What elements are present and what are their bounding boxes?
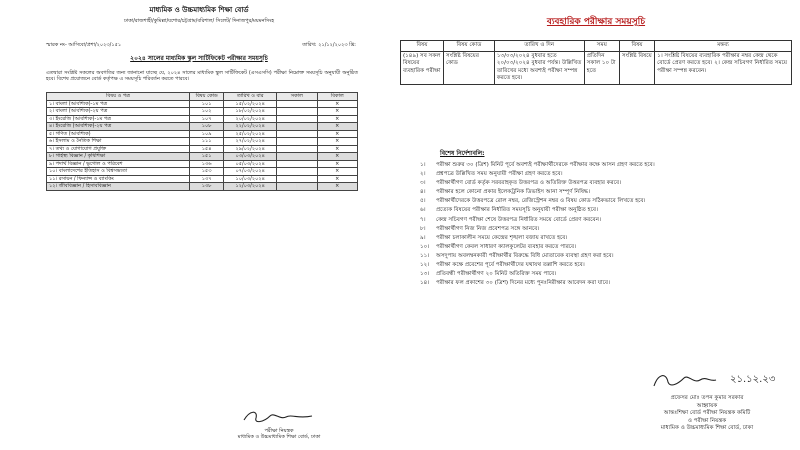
afternoon-cell: ×: [317, 130, 357, 138]
date-cell: ২০/০২/২০২৪: [224, 115, 277, 123]
col-code: বিষয় কোড: [444, 41, 495, 52]
note-item: [420, 262, 780, 270]
signer-title-2: আন্তঃশিক্ষা বোর্ড পরীক্ষা নিয়ন্ত্রক কমিটি: [663, 410, 751, 417]
note-number: ৭।: [420, 216, 426, 223]
code-cell: ১০২: [190, 108, 224, 116]
practical-subject2: সংশ্লিষ্ট বিষয়ে: [619, 51, 654, 84]
note-number: ৯।: [420, 234, 426, 241]
note-text: পরীক্ষা কক্ষে প্রবেশের পূর্বে পরীক্ষার্থীদের যথাযথ তল্লাশি করতে হবে।: [436, 262, 585, 269]
subject-cell: ৮। গার্হস্থ্য বিজ্ঞান / কৃষিশিক্ষা: [47, 153, 190, 161]
practical-code: সংশ্লিষ্ট বিষয়ের কোড: [444, 51, 495, 84]
afternoon-cell: ×: [317, 138, 357, 146]
col-afternoon: বিকাল: [317, 93, 357, 101]
code-cell: ১৩৬: [190, 160, 224, 168]
note-number: ১৩।: [420, 271, 430, 278]
notes-list: [420, 162, 780, 289]
morning-cell: [277, 123, 317, 131]
note-text: প্রশ্নপত্রে উল্লিখিত সময় অনুযায়ী পরীক্ষা গ্রহণ করতে হবে।: [436, 171, 563, 178]
note-number: ৩।: [420, 180, 426, 187]
table-row: [47, 138, 358, 146]
signer-title-3: ও পরীক্ষা নিয়ন্ত্রক: [687, 417, 727, 424]
note-number: ৪।: [420, 189, 426, 196]
signature-left-title: [204, 428, 354, 440]
signer-name: প্রফেসর মোঃ তপন কুমার সরকার: [670, 395, 744, 401]
practical-table: [400, 40, 792, 85]
note-text: প্রত্যেক বিষয়ের পরীক্ষার নির্ধারিত সময়সূচি অনুযায়ী পরীক্ষা অনুষ্ঠিত হবে।: [436, 207, 598, 214]
subject-cell: ৪। ইংরেজি (আবশ্যিক)-২য় পত্র: [47, 123, 190, 131]
note-text: পরীক্ষার ফল প্রকাশের ৩০ (ত্রিশ) দিনের মধ্যে পুনঃনিরীক্ষার আবেদন করা যাবে।: [436, 280, 611, 287]
col-date: তারিখ ও বার: [224, 93, 277, 101]
note-number: ৫।: [420, 198, 426, 205]
note-item: [420, 162, 780, 170]
note-item: [420, 244, 780, 252]
morning-cell: [277, 108, 317, 116]
date-cell: ২৫/০২/২০২৪: [224, 130, 277, 138]
subject-cell: ১২। জীববিজ্ঞান / হিসাববিজ্ঞান: [47, 183, 190, 191]
afternoon-cell: ×: [317, 145, 357, 153]
note-number: ১।: [420, 162, 426, 168]
morning-cell: [277, 183, 317, 191]
signer-org: মাধ্যমিক ও উচ্চমাধ্যমিক শিক্ষা বোর্ড, ঢাকা: [660, 425, 754, 432]
signature-left-role: পরীক্ষা নিয়ন্ত্রক: [264, 428, 294, 434]
note-text: পরীক্ষার্থীগণ নিজ নিজ প্রবেশপত্র সঙ্গে আনবে।: [436, 225, 540, 232]
table-row: [47, 100, 358, 108]
col-subject: বিষয়: [401, 41, 444, 52]
code-cell: ১৩৮: [190, 183, 224, 191]
morning-cell: [277, 138, 317, 146]
note-number: ১২।: [420, 262, 430, 269]
morning-cell: [277, 115, 317, 123]
note-number: ১০।: [420, 243, 430, 250]
afternoon-cell: ×: [317, 153, 357, 161]
subject-cell: ৯। পদার্থ বিজ্ঞান / ভূগোল ও পরিবেশ: [47, 160, 190, 168]
ssc-schedule-page: [8, 0, 390, 450]
note-number: ২।: [420, 171, 426, 178]
note-item: [420, 226, 780, 234]
date-cell: ২৯/০২/২০২৪: [224, 145, 277, 153]
code-cell: ১৫৪: [190, 145, 224, 153]
morning-cell: [277, 100, 317, 108]
note-number: ১৪।: [420, 280, 430, 287]
table-row: [47, 130, 358, 138]
col-subject: বিষয় ও পত্র: [47, 93, 190, 101]
practical-time: প্রতিদিন সকাল ১০ টা হতে: [584, 51, 619, 84]
practical-row: [401, 51, 792, 84]
signer-title-1: আহ্বায়ক: [696, 402, 718, 409]
table-header-row: [47, 93, 358, 101]
subject-cell: ৩। ইংরেজি (আবশ্যিক)-১ম পত্র: [47, 115, 190, 123]
practical-header-row: [401, 41, 792, 52]
note-text: পরীক্ষার্থীদেরকে উত্তরপত্রে রোল নম্বর, রেজিস্ট্রেশন নম্বর ও বিষয় কোড সঠিকভাবে লিখতে হবে।: [436, 198, 646, 205]
note-text: প্রতিবন্ধী পরীক্ষার্থীগণ ২০ মিনিট অতিরিক্ত সময় পাবে।: [436, 271, 557, 278]
date-cell: ১০/০৩/২০২৪: [224, 175, 277, 183]
board-title: মাধ্যমিক ও উচ্চমাধ্যমিক শিক্ষা বোর্ড: [149, 6, 249, 14]
code-cell: ১৩৭: [190, 175, 224, 183]
intro-text: এতদ্বারা সংশ্লিষ্ট সকলের অবগতির জন্য জানানো যাচ্ছে যে, ২০২৪ সালের মাধ্যমিক স্কুল সার্টিফিকেট (এসএসসি) পরীক্ষা নিম্নোক্ত সময়সূচি অনুযায়ী অনুষ্ঠিত হবে। বিশেষ প্রয়োজনে বোর্ড কর্তৃপক্ষ এ সময়সূচি পরিবর্তন করতে পারবে।: [46, 70, 358, 82]
date-cell: ১২/০৩/২০২৪: [224, 183, 277, 191]
subject-cell: ১১। রসায়ন / ফিন্যান্স ও ব্যাংকিং: [47, 175, 190, 183]
subject-cell: ১০। বাংলাদেশের ইতিহাস ও বিশ্বসভ্যতা: [47, 168, 190, 176]
table-row: [47, 183, 358, 191]
code-cell: ১০৯: [190, 130, 224, 138]
table-row: [47, 145, 358, 153]
date-cell: ০৩/০৩/২০২৪: [224, 153, 277, 161]
note-text: পরীক্ষার হলে কোনো প্রকার ইলেকট্রনিক ডিভাইস আনা সম্পূর্ণ নিষিদ্ধ।: [436, 189, 591, 196]
afternoon-cell: ×: [317, 160, 357, 168]
signature-left-org: মাধ্যমিক ও উচ্চমাধ্যমিক শিক্ষা বোর্ড, ঢাকা: [237, 434, 321, 440]
memo-number: স্মারক নং- আসিবো/প্রশা/২০২৩/১৫১: [46, 42, 122, 48]
page-heading: ২০২৪ সালের মাধ্যমিক স্কুল সার্টিফিকেট পরীক্ষার সময়সূচি: [130, 55, 268, 62]
board-list: ঢাকা/রাজশাহী/কুমিল্লা/যশোর/চট্টগ্রাম/বরিশাল/ সিলেট/ দিনাজপুর/ময়মনসিংহ: [124, 18, 274, 24]
table-row: [47, 153, 358, 161]
code-cell: ১০৭: [190, 115, 224, 123]
memo-row: [46, 42, 356, 48]
date-cell: ২৭/০২/২০২৪: [224, 138, 277, 146]
date-cell: ২২/০২/২০২৪: [224, 123, 277, 131]
notes-heading: বিশেষ নির্দেশাবলি:: [440, 150, 485, 157]
note-number: ৬।: [420, 207, 426, 214]
date-cell: ০৫/০৩/২০২৪: [224, 160, 277, 168]
note-text: পরীক্ষার্থীগণ কেবল সাধারণ ক্যালকুলেটর ব্যবহার করতে পারবে।: [436, 243, 577, 250]
afternoon-cell: ×: [317, 183, 357, 191]
note-item: [420, 198, 780, 206]
practical-remark: ১। সংশ্লিষ্ট বিষয়ের ব্যবহারিক পরীক্ষার নম্বর কেন্দ্র থেকে বোর্ডে প্রেরণ করতে হবে। ২। কেন্দ্র সচিবগণ নির্ধারিত সময়ে পরীক্ষা সম্পন্ন করবেন।: [655, 51, 792, 84]
col-remark: মন্তব্য: [655, 41, 792, 52]
morning-cell: [277, 160, 317, 168]
note-item: [420, 207, 780, 215]
note-text: পরীক্ষার্থীগণ বোর্ড কর্তৃক সরবরাহকৃত উত্তরপত্র ও অতিরিক্ত উত্তরপত্র ব্যবহার করবে।: [436, 180, 622, 187]
note-number: ১১।: [420, 252, 430, 259]
col-code: বিষয় কোড: [190, 93, 224, 101]
afternoon-cell: ×: [317, 108, 357, 116]
note-item: [420, 235, 780, 243]
signer-block: [632, 395, 782, 433]
table-row: [47, 123, 358, 131]
subject-cell: ১। বাংলা (আবশ্যিক)-১ম পত্র: [47, 100, 190, 108]
note-item: [420, 271, 780, 279]
practical-schedule-page: [400, 0, 792, 450]
note-text: অসদুপায় অবলম্বনকারী পরীক্ষার্থীর বিরুদ্ধে বিধি মোতাবেক ব্যবস্থা গ্রহণ করা হবে।: [436, 252, 614, 259]
col-time: সময়: [584, 41, 619, 52]
col-morning: সকাল: [277, 93, 317, 101]
note-text: পরীক্ষা শুরুর ৩০ (ত্রিশ) মিনিট পূর্বে অবশ্যই পরীক্ষার্থীদেরকে পরীক্ষার কক্ষে আসন গ্রহণ করতে হবে।: [436, 162, 655, 168]
afternoon-cell: ×: [317, 115, 357, 123]
col-date: তারিখ ও দিন: [494, 41, 584, 52]
date-cell: ০৭/০৩/২০২৪: [224, 168, 277, 176]
note-item: [420, 280, 780, 288]
note-text: কেন্দ্র সচিবগণ পরীক্ষা শেষে উত্তরপত্র নির্ধারিত সময়ে বোর্ডে প্রেরণ করবেন।: [436, 216, 601, 223]
code-cell: ১৫৩: [190, 168, 224, 176]
table-row: [47, 108, 358, 116]
afternoon-cell: ×: [317, 175, 357, 183]
code-cell: ১১১: [190, 138, 224, 146]
signature-date: ২১.১২.২৩: [730, 374, 776, 385]
practical-subject: (১৪৯) সব সকল বিষয়ের ব্যবহারিক পরীক্ষা: [401, 51, 444, 84]
note-number: ৮।: [420, 225, 426, 232]
subject-cell: ২। বাংলা (আবশ্যিক)-২য় পত্র: [47, 108, 190, 116]
table-row: [47, 115, 358, 123]
morning-cell: [277, 153, 317, 161]
morning-cell: [277, 145, 317, 153]
morning-cell: [277, 168, 317, 176]
subject-cell: ৬। ইসলাম ও নৈতিক শিক্ষা: [47, 138, 190, 146]
signature-left: [240, 408, 320, 426]
afternoon-cell: ×: [317, 123, 357, 131]
note-item: [420, 217, 780, 225]
afternoon-cell: ×: [317, 168, 357, 176]
subject-cell: ৭। তথ্য ও যোগাযোগ প্রযুক্তি: [47, 145, 190, 153]
subject-cell: ৫। গণিত (আবশ্যিক): [47, 130, 190, 138]
afternoon-cell: ×: [317, 100, 357, 108]
table-row: [47, 168, 358, 176]
note-text: পরীক্ষা চলাকালীন সময়ে কেন্দ্রের শৃঙ্খলা বজায় রাখতে হবে।: [436, 234, 568, 241]
practical-date: ১৩/০৩/২০২৪ বুধবার হতে ২০/০৩/২০২৪ বুধবার পর্যন্ত। উল্লিখিত তারিখের মধ্যে অবশ্যই পরীক্ষা সম্পন্ন করতে হবে।: [494, 51, 584, 84]
note-item: [420, 189, 780, 197]
code-cell: ১৫১: [190, 153, 224, 161]
code-cell: ১০৮: [190, 123, 224, 131]
date-cell: ১৫/০২/২০২৪: [224, 100, 277, 108]
table-row: [47, 175, 358, 183]
note-item: [420, 171, 780, 179]
col-subject2: বিষয়: [619, 41, 654, 52]
morning-cell: [277, 130, 317, 138]
date-cell: ১৮/০২/২০২৪: [224, 108, 277, 116]
practical-title: ব্যবহারিক পরীক্ষার সময়সূচি: [546, 17, 646, 27]
note-item: [420, 180, 780, 188]
memo-date: তারিখ: ২১/১২/২০২৩ খ্রি:: [302, 42, 356, 48]
table-row: [47, 160, 358, 168]
exam-schedule-table: [46, 92, 358, 191]
morning-cell: [277, 175, 317, 183]
code-cell: ১০১: [190, 100, 224, 108]
note-item: [420, 253, 780, 261]
